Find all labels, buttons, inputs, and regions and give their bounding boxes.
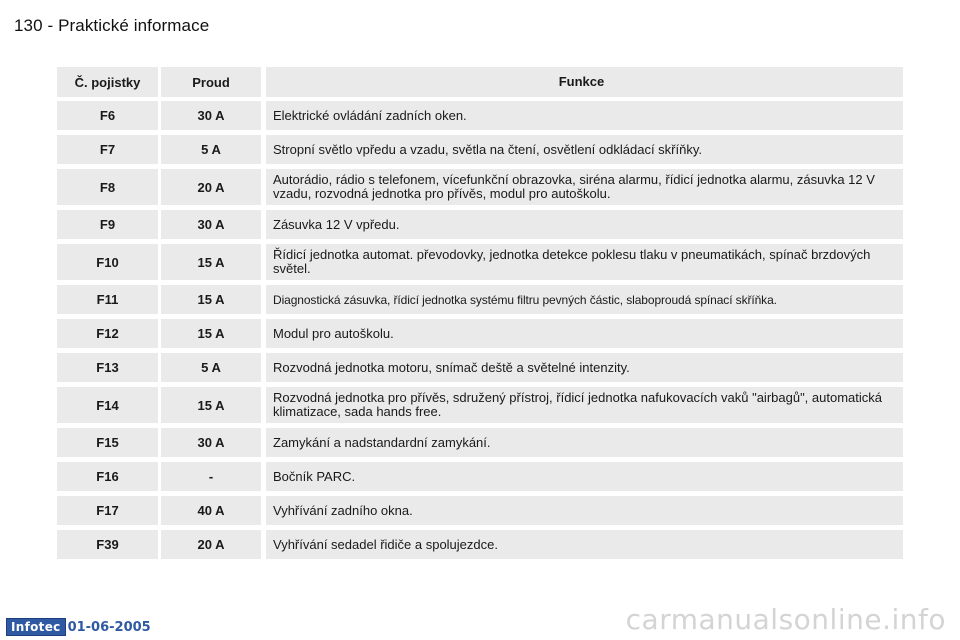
- fuse-function: Stropní světlo vpředu a vzadu, světla na čtení, osvětlení odkládací skříňky.: [266, 135, 903, 164]
- fuse-current: 30 A: [161, 101, 261, 130]
- fuse-number: F11: [57, 285, 158, 314]
- fuse-current: 5 A: [161, 135, 261, 164]
- fuse-number: F39: [57, 530, 158, 559]
- fuse-number: F8: [57, 169, 158, 205]
- fuse-function: Elektrické ovládání zadních oken.: [266, 101, 903, 130]
- fuse-function: Autorádio, rádio s telefonem, vícefunkční obrazovka, siréna alarmu, řídicí jednotka alarmu, zásuvka 12 V vzadu, rozvodná jednotka pro přívěs, modul pro autoškolu.: [266, 169, 903, 205]
- site-watermark: carmanualsonline.info: [625, 603, 946, 636]
- table-row: [57, 387, 903, 423]
- column-header-current: Proud: [161, 67, 261, 97]
- fuse-current: 15 A: [161, 319, 261, 348]
- fuse-number: F9: [57, 210, 158, 239]
- fuse-number: F7: [57, 135, 158, 164]
- fuse-function: Modul pro autoškolu.: [266, 319, 903, 348]
- fuse-current: 5 A: [161, 353, 261, 382]
- table-row: [57, 101, 903, 130]
- fuse-number: F17: [57, 496, 158, 525]
- fuse-table: [57, 67, 903, 564]
- fuse-number: F12: [57, 319, 158, 348]
- fuse-number: F6: [57, 101, 158, 130]
- fuse-function: Bočník PARC.: [266, 462, 903, 491]
- table-row: [57, 244, 903, 280]
- table-row: [57, 428, 903, 457]
- fuse-number: F16: [57, 462, 158, 491]
- fuse-current: -: [161, 462, 261, 491]
- publication-date: 01-06-2005: [67, 619, 151, 635]
- footer-brand-date: [6, 618, 151, 636]
- fuse-function: Vyhřívání zadního okna.: [266, 496, 903, 525]
- fuse-function: Zásuvka 12 V vpředu.: [266, 210, 903, 239]
- fuse-current: 15 A: [161, 285, 261, 314]
- fuse-number: F10: [57, 244, 158, 280]
- fuse-function: Diagnostická zásuvka, řídicí jednotka systému filtru pevných částic, slaboproudá spínací skříňka.: [266, 285, 903, 314]
- fuse-current: 20 A: [161, 169, 261, 205]
- column-header-fuse-number: Č. pojistky: [57, 67, 158, 97]
- fuse-current: 20 A: [161, 530, 261, 559]
- fuse-number: F14: [57, 387, 158, 423]
- table-row: [57, 353, 903, 382]
- fuse-current: 40 A: [161, 496, 261, 525]
- fuse-function: Řídicí jednotka automat. převodovky, jednotka detekce poklesu tlaku v pneumatikách, spínač brzdových světel.: [266, 244, 903, 280]
- table-row: [57, 135, 903, 164]
- table-row: [57, 496, 903, 525]
- fuse-number: F15: [57, 428, 158, 457]
- fuse-current: 30 A: [161, 428, 261, 457]
- fuse-number: F13: [57, 353, 158, 382]
- page-title: 130 - Praktické informace: [14, 16, 210, 35]
- infotec-logo: Infotec: [6, 618, 66, 636]
- table-row: [57, 319, 903, 348]
- table-row: [57, 169, 903, 205]
- table-header-row: [57, 67, 903, 97]
- table-row: [57, 285, 903, 314]
- table-row: [57, 210, 903, 239]
- fuse-function: Vyhřívání sedadel řidiče a spolujezdce.: [266, 530, 903, 559]
- fuse-function: Rozvodná jednotka motoru, snímač deště a světelné intenzity.: [266, 353, 903, 382]
- fuse-current: 15 A: [161, 244, 261, 280]
- table-row: [57, 530, 903, 559]
- fuse-current: 30 A: [161, 210, 261, 239]
- fuse-current: 15 A: [161, 387, 261, 423]
- table-row: [57, 462, 903, 491]
- fuse-function: Zamykání a nadstandardní zamykání.: [266, 428, 903, 457]
- column-header-function: Funkce: [266, 67, 903, 97]
- fuse-function: Rozvodná jednotka pro přívěs, sdružený přístroj, řídicí jednotka nafukovacích vaků "airbagů", automatická klimatizace, sada hands free.: [266, 387, 903, 423]
